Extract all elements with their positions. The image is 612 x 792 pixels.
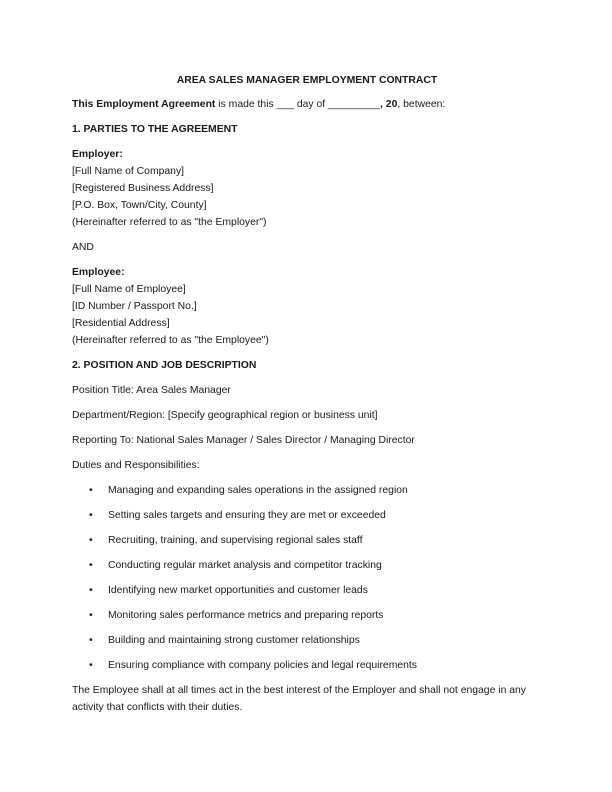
bullet-icon: • — [89, 610, 93, 621]
intro-between: , between: — [397, 99, 446, 110]
employee-id-number: [ID Number / Passport No.] — [72, 301, 197, 312]
section-1-heading: 1. PARTIES TO THE AGREEMENT — [72, 124, 238, 135]
duty-text: Setting sales targets and ensuring they are met or exceeded — [108, 510, 386, 521]
duty-text: Identifying new market opportunities and customer leads — [108, 585, 368, 596]
intro-date-text: is made this ___ day of _________ — [215, 99, 381, 110]
list-item — [72, 507, 542, 524]
employee-label: Employee: — [72, 267, 125, 278]
document-title: AREA SALES MANAGER EMPLOYMENT CONTRACT — [176, 75, 438, 86]
duty-text: Conducting regular market analysis and competitor tracking — [108, 560, 382, 571]
list-item — [72, 607, 542, 624]
bullet-icon: • — [89, 660, 93, 671]
intro-bold-lead: This Employment Agreement — [72, 99, 216, 110]
employee-block — [72, 264, 542, 349]
position-title: Position Title: Area Sales Manager — [72, 385, 231, 396]
bullet-icon: • — [89, 510, 93, 521]
employer-company-name: [Full Name of Company] — [72, 166, 185, 177]
duty-text: Building and maintaining strong customer relationships — [108, 635, 360, 646]
bullet-icon: • — [89, 535, 93, 546]
employer-business-address: [Registered Business Address] — [72, 183, 214, 194]
department-region: Department/Region: [Specify geographical region or business unit] — [72, 410, 378, 421]
employer-block — [72, 146, 542, 231]
employer-label: Employer: — [72, 149, 123, 160]
list-item — [72, 657, 542, 674]
duties-label: Duties and Responsibilities: — [72, 460, 200, 471]
duty-text: Ensuring compliance with company policies and legal requirements — [108, 660, 417, 671]
employee-residential-address: [Residential Address] — [72, 318, 170, 329]
closing-paragraph: The Employee shall at all times act in the best interest of the Employer and shall not engage in any activity that conflicts with their duties. — [72, 685, 526, 713]
duty-text: Managing and expanding sales operations in the assigned region — [108, 485, 408, 496]
list-item — [72, 482, 542, 499]
bullet-icon: • — [89, 485, 93, 496]
employee-reference: (Hereinafter referred to as "the Employee") — [72, 335, 269, 346]
duty-text: Recruiting, training, and supervising regional sales staff — [108, 535, 363, 546]
list-item — [72, 582, 542, 599]
duty-text: Monitoring sales performance metrics and preparing reports — [108, 610, 384, 621]
bullet-icon: • — [89, 560, 93, 571]
employer-po-box: [P.O. Box, Town/City, County] — [72, 200, 207, 211]
contract-page — [72, 72, 542, 716]
list-item — [72, 557, 542, 574]
employer-reference: (Hereinafter referred to as "the Employer") — [72, 217, 267, 228]
list-item — [72, 632, 542, 649]
list-item — [72, 532, 542, 549]
duties-list — [72, 482, 542, 674]
bullet-icon: • — [89, 585, 93, 596]
reporting-to: Reporting To: National Sales Manager / Sales Director / Managing Director — [72, 435, 415, 446]
agreement-intro — [72, 96, 542, 113]
employee-full-name: [Full Name of Employee] — [72, 284, 186, 295]
and-separator: AND — [72, 242, 94, 253]
bullet-icon: • — [89, 635, 93, 646]
intro-year: , 20 — [380, 99, 398, 110]
section-2-heading: 2. POSITION AND JOB DESCRIPTION — [72, 360, 257, 371]
